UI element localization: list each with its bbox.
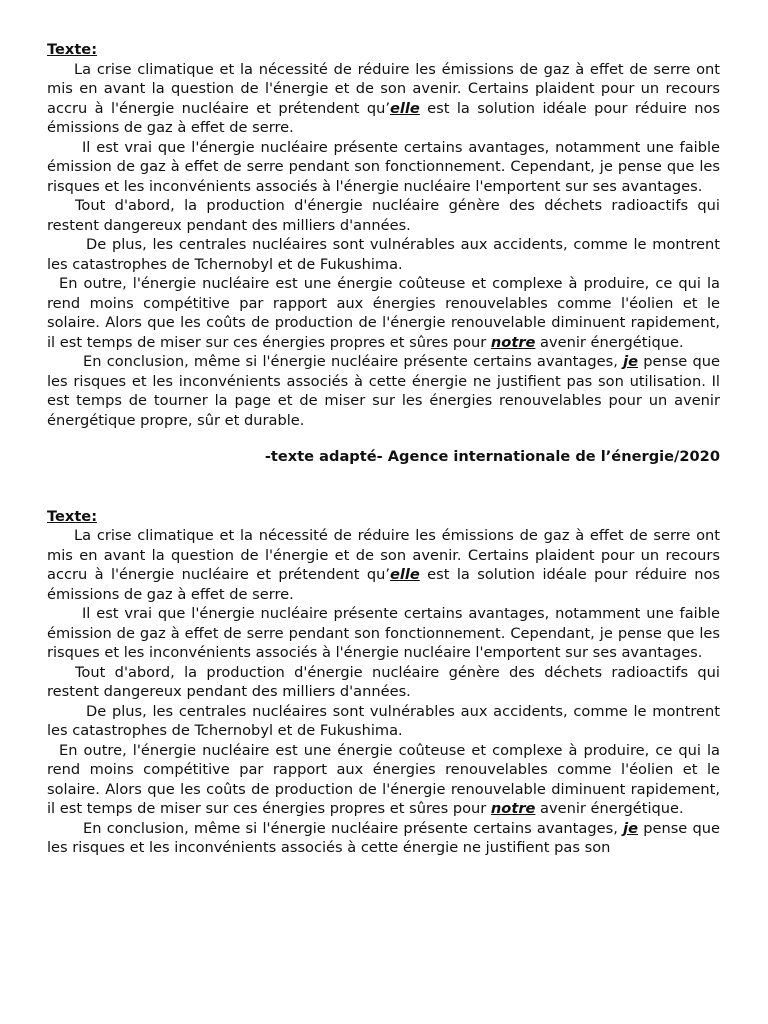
text-block-1 [47,40,720,467]
paragraph-2: Il est vrai que l'énergie nucléaire présente certains avantages, notamment une faible émission de gaz à effet de serre pendant son fonctionnement. Cependant, je pense que les risques et les inconvénients associés à l'énergie nucléaire l'emportent sur ses avantages. [47,138,720,195]
paragraph-3: Tout d'abord, la production d'énergie nucléaire génère des déchets radioactifs qui restent dangereux pendant des milliers d'années. [47,197,720,234]
emphasized-word-je: je [623,353,638,370]
paragraph-text: La crise climatique et la nécessité de réduire les émissions de gaz à effet de serre ont mis en avant la question de l'énergie et de son avenir. Certains plaident pour un recours accru à l'énergie nucléaire et prétendent qu’ [47,60,720,117]
paragraph-1 [47,60,720,138]
paragraph-text: pense que les risques et les inconvénients associés à cette énergie ne justifient pas son utilisation. Il est temps de tourner la page et de miser sur les énergies renouvelables pour un avenir énergétique propre, sûr et durable. [47,353,721,429]
paragraph-3: Tout d'abord, la production d'énergie nucléaire génère des déchets radioactifs qui restent dangereux pendant des milliers d'années. [47,663,720,700]
document-page [47,40,720,858]
paragraph-text: est la solution idéale pour réduire nos émissions de gaz à effet de serre. [47,566,720,603]
paragraph-5 [47,741,720,819]
paragraph-text: En conclusion, même si l'énergie nucléaire présente certains avantages, [83,353,624,370]
paragraph-text: En outre, l'énergie nucléaire est une énergie coûteuse et complexe à produire, ce qui la rend moins compétitive par rapport aux énergies renouvelables comme l'éolien et le solaire. Alors que les coûts de production de l'énergie renouvelable diminuent rapidement, il est temps de miser sur ces énergies propres et sûres pour [47,275,720,351]
spacer [47,467,720,507]
paragraph-6 [47,352,720,430]
emphasized-word-elle: elle [389,566,420,583]
paragraph-6-partial [47,819,720,858]
paragraph-4: De plus, les centrales nucléaires sont vulnérables aux accidents, comme le montrent les catastrophes de Tchernobyl et de Fukushima. [47,236,720,273]
emphasized-word-elle: elle [389,99,420,117]
paragraph-text: En outre, l'énergie nucléaire est une énergie coûteuse et complexe à produire, ce qui la rend moins compétitive par rapport aux énergies renouvelables comme l'éolien et le solaire. Alors que les coûts de production de l'énergie renouvelable diminuent rapidement, il est temps de miser sur ces énergies propres et sûres pour [47,741,720,817]
paragraph-text: avenir énergétique. [535,800,684,817]
paragraph-text: avenir énergétique. [535,333,684,351]
paragraph-text: est la solution idéale pour réduire nos émissions de gaz à effet de serre. [47,99,720,136]
paragraph-5 [47,274,720,352]
texte-label: Texte: [47,507,98,525]
text-block-2 [47,507,720,858]
emphasized-word-notre: notre [490,800,536,817]
paragraph-text: En conclusion, même si l'énergie nucléaire présente certains avantages, [83,819,624,837]
paragraph-text: pense que les risques et les inconvénients associés à cette énergie ne justifient pas son [47,819,721,856]
source-citation: -texte adapté- Agence internationale de l’énergie/2020 [264,448,720,465]
paragraph-2: Il est vrai que l'énergie nucléaire présente certains avantages, notamment une faible émission de gaz à effet de serre pendant son fonctionnement. Cependant, je pense que les risques et les inconvénients associés à l'énergie nucléaire l'emportent sur ses avantages. [47,605,720,661]
paragraph-1 [47,526,720,604]
paragraph-4: De plus, les centrales nucléaires sont vulnérables aux accidents, comme le montrent les catastrophes de Tchernobyl et de Fukushima. [47,702,720,739]
emphasized-word-notre: notre [490,333,536,351]
texte-label: Texte: [47,41,98,58]
paragraph-text: La crise climatique et la nécessité de réduire les émissions de gaz à effet de serre ont mis en avant la question de l'énergie et de son avenir. Certains plaident pour un recours accru à l'énergie nucléaire et prétendent qu’ [47,527,720,583]
emphasized-word-je: je [623,819,638,837]
